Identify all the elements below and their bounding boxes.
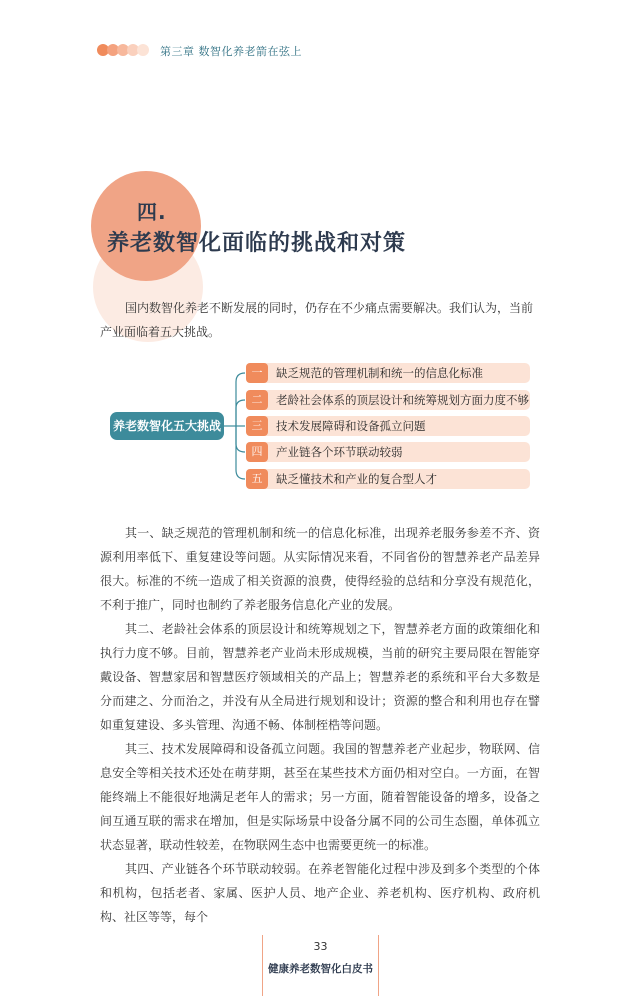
connector-5	[236, 426, 245, 479]
branch-number: 一	[246, 363, 268, 383]
connector-2	[236, 400, 245, 426]
chapter-title: 第三章 数智化养老箭在弦上	[160, 45, 302, 58]
body-paragraph: 其二、老龄社会体系的顶层设计和统筹规划之下，智慧养老方面的政策细化和执行力度不够。目前，智慧养老产业尚未形成规模，当前的研究主要局限在智能穿戴设备、智慧家居和智慧医疗领域相关的产品上；智慧养老的系统和平台大多数是分而建之、分而治之，并没有从全局进行规划和设计；资源的整合和利用也存在譬如重复建设、多头管理、沟通不畅、体制桎梏等问题。	[100, 622, 540, 732]
branch-number: 五	[246, 469, 268, 489]
header-decoration-dots	[97, 44, 153, 56]
footer-divider-right	[378, 935, 379, 996]
mindmap-branch	[246, 469, 530, 489]
footer-title: 健康养老数智化白皮书	[268, 963, 373, 975]
branch-label: 老龄社会体系的顶层设计和统筹规划方面力度不够	[276, 393, 529, 407]
branch-number: 三	[246, 416, 268, 436]
section-title: 养老数智化面临的挑战和对策	[107, 231, 407, 256]
connector-1	[236, 373, 245, 426]
branch-number: 二	[246, 390, 268, 410]
page-number: 33	[313, 940, 328, 953]
branch-label: 产业链各个环节联动较弱	[276, 445, 403, 459]
branch-label: 缺乏规范的管理机制和统一的信息化标准	[276, 366, 483, 380]
mindmap-branch	[246, 416, 530, 436]
intro-paragraph: 国内数智化养老不断发展的同时，仍存在不少痛点需要解决。我们认为，当前产业面临着五大挑战。	[100, 301, 534, 339]
mindmap-branch	[246, 390, 530, 410]
body-text	[100, 521, 540, 929]
branch-label: 技术发展障碍和设备孤立问题	[276, 419, 426, 433]
body-paragraph: 其四、产业链各个环节联动较弱。在养老智能化过程中涉及到多个类型的个体和机构，包括老者、家属、医护人员、地产企业、养老机构、医疗机构、政府机构、社区等等，每个	[100, 862, 540, 924]
mindmap-branch	[246, 363, 530, 383]
connector-4	[236, 426, 245, 452]
section-number: 四.	[137, 200, 167, 224]
branch-label: 缺乏懂技术和产业的复合型人才	[276, 472, 437, 486]
body-paragraph: 其三、技术发展障碍和设备孤立问题。我国的智慧养老产业起步，物联网、信息安全等相关技术还处在萌芽期，甚至在某些技术方面仍相对空白。一方面，在智能终端上不能很好地满足老年人的需求；另一方面，随着智能设备的增多，设备之间互通互联的需求在增加，但是实际场景中设备分属不同的公司生态圈，单体孤立状态显著，联动性较差，在物联网生态中也需要更统一的标准。	[100, 742, 540, 852]
header-dot	[137, 44, 149, 56]
branch-number: 四	[246, 442, 268, 462]
mindmap-branch	[246, 442, 530, 462]
body-paragraph: 其一、缺乏规范的管理机制和统一的信息化标准，出现养老服务参差不齐、资源利用率低下、重复建设等问题。从实际情况来看，不同省份的智慧养老产品差异很大。标准的不统一造成了相关资源的浪费，使得经验的总结和分享没有规范化，不利于推广，同时也制约了养老服务信息化产业的发展。	[100, 526, 540, 612]
mindmap-center: 养老数智化五大挑战	[110, 412, 224, 440]
